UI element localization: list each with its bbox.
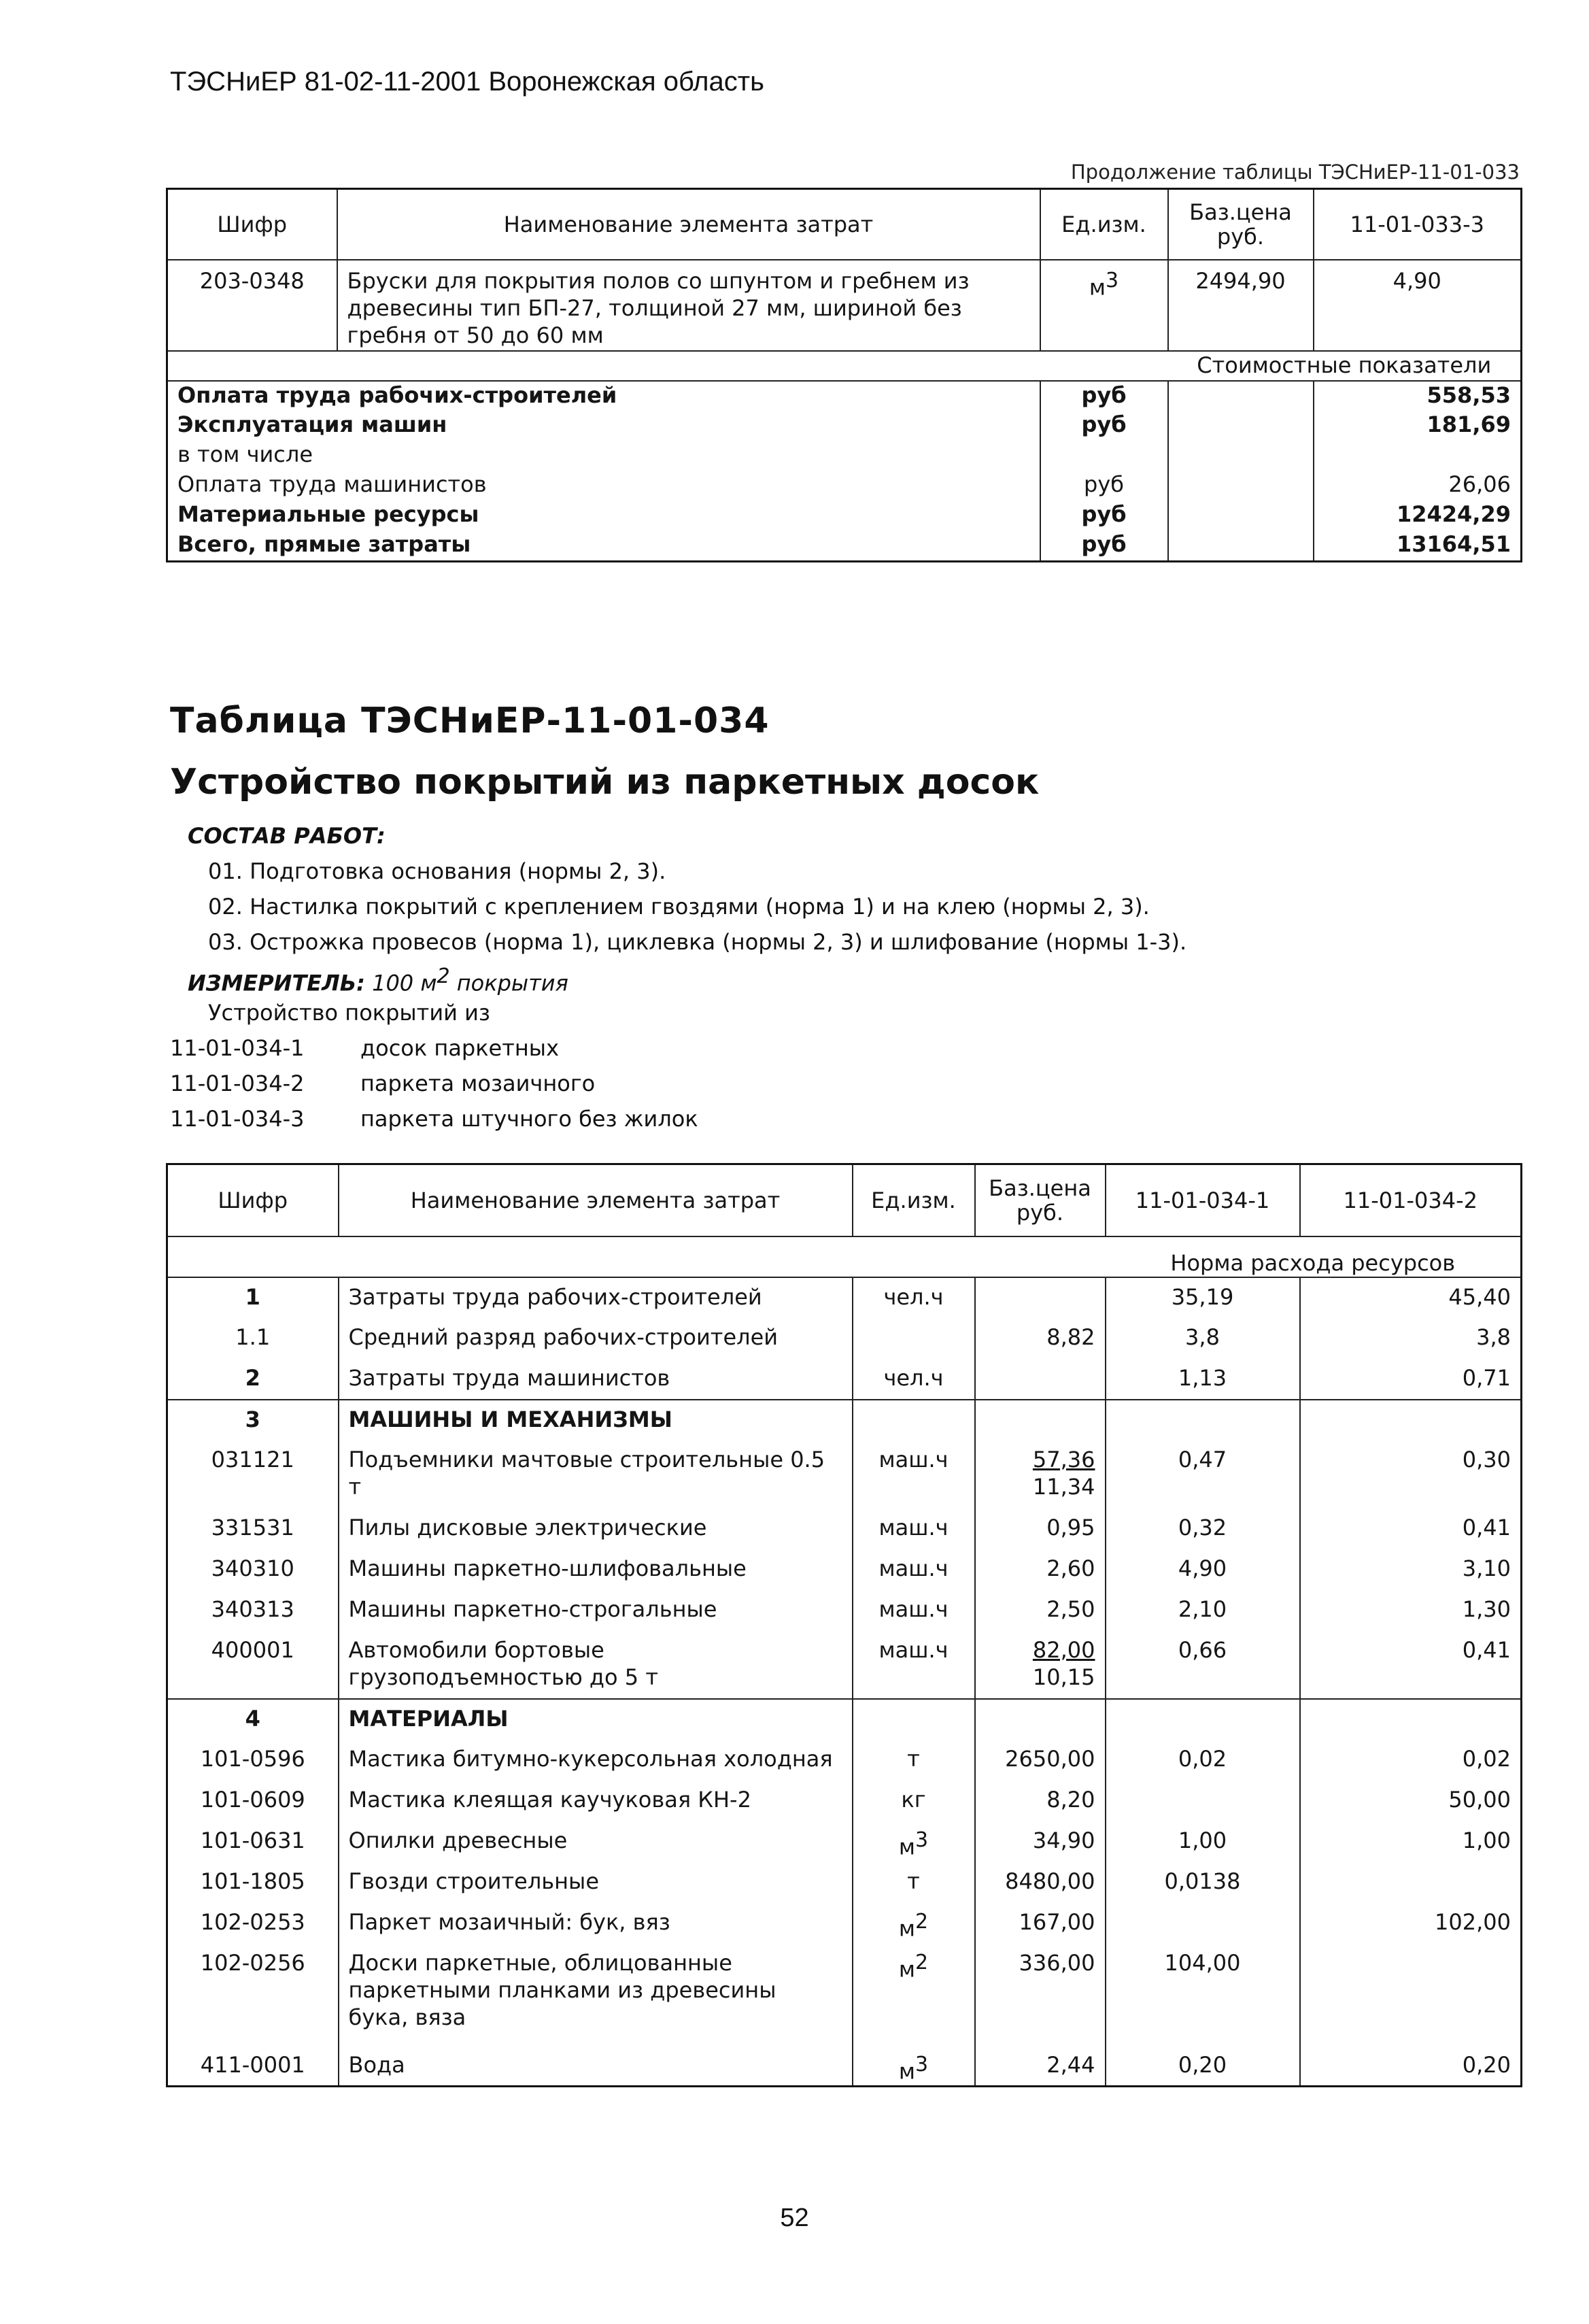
row-code: 340310	[211, 1555, 294, 1581]
col-header-name: Наименование элемента затрат	[337, 189, 1040, 260]
variant-code: 11-01-034-2	[170, 1071, 305, 1096]
unit-text: м	[898, 1915, 916, 1942]
row-norm-1	[1106, 1903, 1300, 1944]
unit-text: чел.ч	[883, 1364, 944, 1391]
row-norm-2: 1,00	[1300, 1821, 1522, 1862]
row-price	[975, 1862, 1106, 1903]
cost-name: Оплата труда рабочих-строителей	[167, 381, 1040, 411]
variant-name: паркета штучного без жилок	[360, 1106, 698, 1132]
row-unit	[853, 1509, 975, 1549]
empty-cell	[1168, 471, 1314, 501]
row-name: Вода	[339, 2046, 853, 2087]
row-unit	[853, 1549, 975, 1590]
work-item: 01. Подготовка основания (нормы 2, 3).	[208, 858, 666, 884]
row-code: 102-0253	[200, 1908, 305, 1935]
table-row	[167, 381, 1522, 411]
row-unit	[853, 1590, 975, 1631]
resource-table-034	[166, 1163, 1522, 2087]
row-name: Гвозди строительные	[339, 1862, 853, 1903]
variant-code: 11-01-034-3	[170, 1106, 305, 1132]
price-secondary: 10,15	[1032, 1664, 1095, 1690]
price-main: 2,44	[1046, 2051, 1095, 2078]
row-price	[975, 1821, 1106, 1862]
empty-cell	[1168, 411, 1314, 441]
row-code: 331531	[211, 1514, 294, 1540]
cost-unit: руб	[1040, 411, 1168, 441]
price-main: 2,60	[1046, 1555, 1095, 1581]
row-name: Бруски для покрытия полов со шпунтом и гребнем из древесины тип БП-27, толщиной 27 мм, шириной без гребня от 50 до 60 мм	[337, 260, 1040, 351]
price-main: 8,82	[1046, 1324, 1095, 1350]
row-code: 3	[167, 1400, 339, 1441]
unit-text: маш.ч	[878, 1514, 949, 1540]
row-code: 101-0609	[200, 1786, 305, 1813]
row-price	[975, 1318, 1106, 1359]
cost-unit	[1040, 441, 1168, 471]
empty-cell	[853, 1699, 975, 1740]
row-name: Мастика битумно-кукерсольная холодная	[339, 1740, 853, 1781]
row-norm-2	[1300, 1862, 1522, 1903]
table-subtitle: Устройство покрытий из паркетных досок	[170, 762, 1040, 803]
row-norm-2: 3,8	[1300, 1318, 1522, 1359]
cost-value: 181,69	[1314, 411, 1522, 441]
row-unit	[853, 1821, 975, 1862]
col-header-code: Шифр	[167, 1164, 339, 1236]
page-number: 52	[780, 2204, 809, 2232]
row-price	[975, 1740, 1106, 1781]
unit-text: чел.ч	[883, 1283, 944, 1310]
unit-text: маш.ч	[878, 1596, 949, 1622]
cost-value: 558,53	[1314, 381, 1522, 411]
unit-text: м	[898, 2058, 916, 2085]
row-unit	[853, 1944, 975, 2046]
row-norm-1: 1,00	[1106, 1821, 1300, 1862]
table-row	[167, 1862, 1522, 1903]
row-code: 102-0256	[200, 1949, 305, 1976]
row-price	[975, 1903, 1106, 1944]
row-name: Машины паркетно-строгальные	[339, 1590, 853, 1631]
row-unit	[853, 1740, 975, 1781]
cost-name: Материальные ресурсы	[177, 501, 479, 527]
row-name: Доски паркетные, облицованные паркетными планками из древесины бука, вяза	[339, 1944, 853, 2046]
empty-cell	[1168, 381, 1314, 411]
cost-value: 12424,29	[1314, 501, 1522, 531]
row-price: 2494,90	[1168, 260, 1314, 351]
row-name: Машины паркетно-шлифовальные	[339, 1549, 853, 1590]
price-main: 167,00	[1019, 1908, 1095, 1935]
table-row	[167, 1318, 1522, 1359]
row-price	[975, 1590, 1106, 1631]
price-main: 57,36	[1032, 1446, 1095, 1472]
price-secondary: 11,34	[1032, 1473, 1095, 1500]
row-name: Затраты труда рабочих-строителей	[339, 1277, 853, 1318]
price-main: 2650,00	[1005, 1745, 1095, 1772]
section-name: МАШИНЫ И МЕХАНИЗМЫ	[339, 1400, 853, 1441]
variant-code: 11-01-034-1	[170, 1035, 305, 1061]
unit-sup: 3	[1106, 268, 1119, 292]
cost-value	[1314, 441, 1522, 471]
section-row	[167, 1699, 1522, 1740]
col-header-unit: Ед.изм.	[853, 1164, 975, 1236]
cost-unit: руб	[1040, 471, 1168, 501]
table-row	[167, 1549, 1522, 1590]
row-price	[975, 1359, 1106, 1400]
table-row	[167, 411, 1522, 441]
row-unit	[853, 1862, 975, 1903]
row-norm-2: 102,00	[1300, 1903, 1522, 1944]
price-main: 8480,00	[1005, 1868, 1095, 1894]
row-norm-1: 0,32	[1106, 1509, 1300, 1549]
table-row	[167, 1781, 1522, 1821]
row-code: 101-1805	[200, 1868, 305, 1894]
table-row	[167, 1441, 1522, 1509]
table-title: Таблица ТЭСНиЕР-11-01-034	[170, 701, 770, 741]
meter-line	[188, 964, 568, 996]
row-norm-1: 2,10	[1106, 1590, 1300, 1631]
row-name: Автомобили бортовые грузоподъемностью до 5 т	[339, 1631, 853, 1699]
row-code: 1	[167, 1277, 339, 1318]
row-unit	[853, 2046, 975, 2087]
table-row	[167, 501, 1522, 531]
empty-cell	[853, 1400, 975, 1441]
empty-cell	[975, 1400, 1106, 1441]
section-row	[167, 1400, 1522, 1441]
unit-sup: 2	[915, 1950, 929, 1974]
unit-text: т	[907, 1868, 920, 1894]
price-main: 34,90	[1032, 1827, 1095, 1853]
table-row	[167, 2046, 1522, 2087]
price-main: 0,95	[1046, 1514, 1095, 1540]
cost-unit: руб	[1040, 531, 1168, 562]
row-price	[975, 1277, 1106, 1318]
unit-text: маш.ч	[878, 1636, 949, 1663]
row-norm-1: 0,0138	[1106, 1862, 1300, 1903]
table-row	[167, 260, 1522, 351]
col-header-price: Баз.цена руб.	[975, 1164, 1106, 1236]
meter-value: 100 м	[372, 970, 437, 996]
unit-text: м	[1089, 274, 1106, 301]
cost-indicators-header: Стоимостные показатели	[1168, 351, 1522, 381]
empty-cell	[1300, 1699, 1522, 1740]
page-header: ТЭСНиЕР 81-02-11-2001 Воронежская область	[170, 67, 764, 97]
row-name: Опилки древесные	[339, 1821, 853, 1862]
row-norm-2: 0,41	[1300, 1631, 1522, 1699]
table-row	[167, 1631, 1522, 1699]
row-norm-2	[1300, 1944, 1522, 2046]
price-main: 8,20	[1046, 1786, 1095, 1813]
empty-cell	[167, 1236, 1106, 1277]
empty-cell	[1168, 531, 1314, 562]
col-header-price: Баз.цена руб.	[1168, 189, 1314, 260]
row-unit	[853, 1359, 975, 1400]
row-unit	[853, 1318, 975, 1359]
meter-sup: 2	[437, 964, 450, 988]
row-name: Мастика клеящая каучуковая КН-2	[339, 1781, 853, 1821]
norm-header: Норма расхода ресурсов	[1170, 1249, 1456, 1276]
row-norm-1	[1106, 1781, 1300, 1821]
row-code: 340313	[211, 1596, 294, 1622]
price-main: 2,50	[1046, 1596, 1095, 1622]
row-code: 411-0001	[200, 2051, 305, 2078]
row-price	[975, 1509, 1106, 1549]
table-row	[167, 1740, 1522, 1781]
row-norm-2: 1,30	[1300, 1590, 1522, 1631]
table-row	[167, 1590, 1522, 1631]
price-main: 82,00	[1032, 1636, 1095, 1663]
table-continuation-note: Продолжение таблицы ТЭСНиЕР-11-01-033	[1070, 161, 1520, 184]
row-name: Паркет мозаичный: бук, вяз	[339, 1903, 853, 1944]
row-norm-2: 0,30	[1300, 1441, 1522, 1509]
empty-cell	[975, 1699, 1106, 1740]
cost-name: Эксплуатация машин	[177, 411, 447, 437]
row-unit	[853, 1277, 975, 1318]
unit-sup: 3	[915, 2052, 929, 2076]
table-row	[167, 1277, 1522, 1318]
table-row	[167, 441, 1522, 471]
row-norm-2: 45,40	[1300, 1277, 1522, 1318]
row-norm-1: 104,00	[1106, 1944, 1300, 2046]
table-row	[167, 1359, 1522, 1400]
cost-unit: руб	[1040, 381, 1168, 411]
row-norm-2: 3,10	[1300, 1549, 1522, 1590]
col-header-code: Шифр	[167, 189, 337, 260]
empty-cell	[1168, 501, 1314, 531]
unit-sup: 2	[915, 1909, 929, 1934]
row-code: 2	[245, 1364, 260, 1391]
row-code: 4	[167, 1699, 339, 1740]
row-unit	[1040, 260, 1168, 351]
row-norm-1: 0,47	[1106, 1441, 1300, 1509]
cost-value: 26,06	[1314, 471, 1522, 501]
unit-text: м	[898, 1956, 916, 1983]
meter-label: ИЗМЕРИТЕЛЬ:	[188, 970, 365, 996]
table-row	[167, 531, 1522, 562]
row-price	[975, 2046, 1106, 2087]
row-norm-2: 0,20	[1300, 2046, 1522, 2087]
empty-cell	[1300, 1400, 1522, 1441]
row-code: 203-0348	[199, 267, 305, 294]
cost-value: 13164,51	[1314, 531, 1522, 562]
work-item: 03. Острожка провесов (норма 1), циклевка (нормы 2, 3) и шлифование (нормы 1-3).	[208, 929, 1187, 955]
section-name: МАТЕРИАЛЫ	[339, 1699, 853, 1740]
cost-name: Всего, прямые затраты	[177, 531, 471, 557]
meter-rest: покрытия	[449, 970, 568, 996]
continued-table-033	[166, 188, 1522, 562]
table-row	[167, 1821, 1522, 1862]
unit-text: т	[907, 1745, 920, 1772]
row-price	[975, 1781, 1106, 1821]
row-unit	[853, 1903, 975, 1944]
empty-cell	[1106, 1699, 1300, 1740]
row-norm-1: 1,13	[1106, 1359, 1300, 1400]
row-name: Средний разряд рабочих-строителей	[339, 1318, 853, 1359]
device-label: Устройство покрытий из	[208, 1000, 490, 1026]
row-code: 101-0596	[200, 1745, 305, 1772]
unit-text: маш.ч	[878, 1555, 949, 1581]
row-norm-2: 0,02	[1300, 1740, 1522, 1781]
row-unit	[853, 1441, 975, 1509]
empty-cell	[167, 351, 1168, 381]
unit-sup: 3	[915, 1828, 929, 1852]
table-row	[167, 1944, 1522, 2046]
table-row	[167, 1903, 1522, 1944]
col-header-unit: Ед.изм.	[1040, 189, 1168, 260]
row-name: Подъемники мачтовые строительные 0.5 т	[339, 1441, 853, 1509]
col-header-name: Наименование элемента затрат	[339, 1164, 853, 1236]
composition-label: СОСТАВ РАБОТ:	[188, 823, 386, 849]
col-header-norm-1: 11-01-034-1	[1106, 1164, 1300, 1236]
unit-text: маш.ч	[878, 1446, 949, 1472]
row-code: 031121	[211, 1446, 294, 1472]
table-row	[167, 471, 1522, 501]
row-norm-2: 0,71	[1300, 1359, 1522, 1400]
row-price	[975, 1631, 1106, 1699]
row-norm-1: 0,20	[1106, 2046, 1300, 2087]
row-norm-2: 0,41	[1300, 1509, 1522, 1549]
row-price	[975, 1944, 1106, 2046]
unit-text: кг	[901, 1786, 926, 1813]
row-price	[975, 1549, 1106, 1590]
price-main: 336,00	[1019, 1949, 1095, 1976]
row-unit	[853, 1631, 975, 1699]
work-item: 02. Настилка покрытий с креплением гвоздями (норма 1) и на клею (нормы 2, 3).	[208, 894, 1150, 920]
cost-unit: руб	[1040, 501, 1168, 531]
row-name: Затраты труда машинистов	[339, 1359, 853, 1400]
empty-cell	[1106, 1400, 1300, 1441]
empty-cell	[1168, 441, 1314, 471]
row-norm-1: 0,66	[1106, 1631, 1300, 1699]
row-norm-1: 4,90	[1106, 1549, 1300, 1590]
row-code: 400001	[211, 1636, 294, 1663]
row-name: Пилы дисковые электрические	[339, 1509, 853, 1549]
cost-name: Оплата труда машинистов	[177, 471, 487, 497]
unit-text: м	[898, 1834, 916, 1860]
row-norm-2: 50,00	[1300, 1781, 1522, 1821]
cost-name: в том числе	[177, 441, 313, 467]
row-code: 1.1	[235, 1324, 271, 1350]
table-row	[167, 1509, 1522, 1549]
col-header-norm: 11-01-033-3	[1314, 189, 1522, 260]
row-norm-1: 0,02	[1106, 1740, 1300, 1781]
row-code: 101-0631	[200, 1827, 305, 1853]
row-unit	[853, 1781, 975, 1821]
variant-name: паркета мозаичного	[360, 1071, 596, 1096]
row-price	[975, 1441, 1106, 1509]
row-norm-1: 3,8	[1106, 1318, 1300, 1359]
row-norm-1: 35,19	[1106, 1277, 1300, 1318]
col-header-norm-2: 11-01-034-2	[1300, 1164, 1522, 1236]
variant-name: досок паркетных	[360, 1035, 559, 1061]
row-value: 4,90	[1314, 260, 1522, 351]
